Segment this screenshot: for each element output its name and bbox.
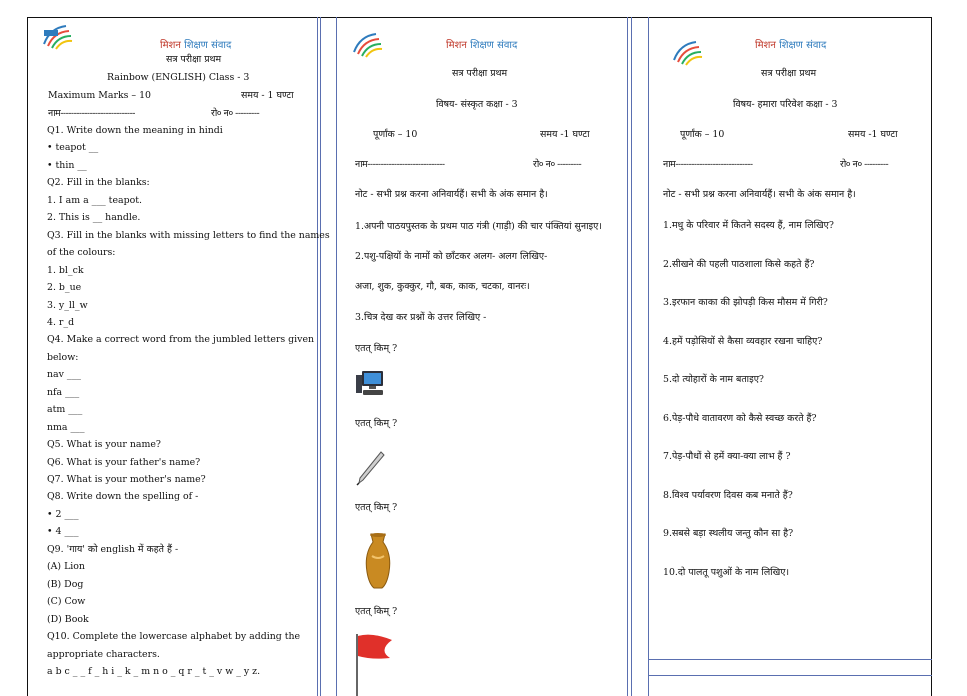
time-allowed: समय -1 घण्टा xyxy=(540,129,590,140)
evs-question-8: 8.विश्व पर्यावरण दिवस कब मनाते हैं? xyxy=(663,489,793,501)
evs-question-2: 2.सीखने की पहली पाठशाला किसे कहते हैं? xyxy=(663,258,815,270)
english-question-line: Q5. What is your name? xyxy=(47,439,161,451)
column-divider xyxy=(320,17,321,696)
english-question-line: 1. I am a ___ teapot. xyxy=(47,194,142,206)
bottom-rule xyxy=(648,659,932,660)
time-allowed: समय - 1 घण्टा xyxy=(241,90,294,101)
name-field: नाम----------------------------- xyxy=(355,159,445,170)
roll-field: रो० न० --------- xyxy=(211,108,260,119)
english-question-line: Q1. Write down the meaning in hindi xyxy=(47,125,223,136)
english-question-line: nav ___ xyxy=(47,369,81,381)
mission-logo-icon xyxy=(670,38,704,72)
question-2: 2.पशु-पक्षियों के नामों को छाँटकर अलग- अलग लिखिए- xyxy=(355,251,548,262)
computer-icon xyxy=(355,369,385,399)
mission-logo-icon xyxy=(40,22,74,56)
pen-icon xyxy=(355,450,385,486)
instruction-note: नोट - सभी प्रश्न करना अनिवार्यहैं। सभी के अंक समान है। xyxy=(663,189,856,200)
english-question-line: (D) Book xyxy=(47,613,89,625)
subject-line: विषय- हमारा परिवेश कक्षा - 3 xyxy=(733,99,838,110)
question-3: 3.चित्र देख कर प्रश्नों के उत्तर लिखिए - xyxy=(355,312,487,323)
english-question-line: Q4. Make a correct word from the jumbled letters given xyxy=(47,334,315,346)
english-question-line: Q7. What is your mother's name? xyxy=(47,474,206,485)
english-question-line: Q9. 'गाय' को english में कहते हैं - xyxy=(47,543,179,555)
english-question-line: a b c _ _ f _ h i _ k _ m n o _ q r _ t _ v w _ y z. xyxy=(47,665,261,677)
max-marks: पूर्णांक – 10 xyxy=(680,129,725,140)
picture-prompt: एतत् किम् ? xyxy=(355,606,398,617)
name-field: नाम----------------------------- xyxy=(663,159,753,170)
evs-question-6: 6.पेड़-पौधे वातावरण को कैसे स्वच्छ करते हैं? xyxy=(663,412,817,424)
evs-question-4: 4.हमें पड़ोसियों से कैसा व्यवहार रखना चाहिए? xyxy=(663,335,823,347)
max-marks: पूर्णांक – 10 xyxy=(373,129,418,140)
english-question-line: (A) Lion xyxy=(47,561,85,573)
column-divider xyxy=(627,17,628,696)
column-divider xyxy=(631,17,632,696)
question-1: 1.अपनी पाठयपुस्तक के प्रथम पाठ गंत्री (गाड़ी) की चार पंक्तियां सुनाइए। xyxy=(355,221,602,232)
time-allowed: समय -1 घण्टा xyxy=(848,129,898,140)
roll-field: रो० न० --------- xyxy=(840,159,889,170)
brand-title: मिशन शिक्षण संवाद xyxy=(755,40,827,51)
english-question-line: (C) Cow xyxy=(47,596,86,608)
english-question-line: (B) Dog xyxy=(47,578,84,590)
mission-logo-icon xyxy=(350,30,384,64)
english-question-line: • thin __ xyxy=(47,159,87,171)
bottom-rule xyxy=(648,675,932,676)
brand-title: मिशन शिक्षण संवाद xyxy=(160,40,232,51)
english-question-line: Q6. What is your father's name? xyxy=(47,456,201,468)
evs-question-5: 5.दो त्योहारों के नाम बताइए? xyxy=(663,374,764,385)
english-question-line: of the colours: xyxy=(47,247,116,259)
picture-prompt: एतत् किम् ? xyxy=(355,418,398,429)
exam-title: सत्र परीक्षा प्रथम xyxy=(761,68,817,79)
instruction-note: नोट - सभी प्रश्न करना अनिवार्यहैं। सभी के अंक समान है। xyxy=(355,189,548,200)
english-question-line: atm ___ xyxy=(47,404,83,416)
evs-question-1: 1.मधु के परिवार में कितने सदस्य हैं, नाम लिखिए? xyxy=(663,220,834,231)
english-question-line: • 4 ___ xyxy=(47,526,79,538)
column-border xyxy=(336,17,337,696)
picture-prompt: एतत् किम् ? xyxy=(355,343,398,354)
english-question-line: below: xyxy=(47,351,79,363)
english-question-line: nma ___ xyxy=(47,421,85,433)
english-question-line: Q10. Complete the lowercase alphabet by adding the xyxy=(47,631,301,643)
english-question-line: Q3. Fill in the blanks with missing letters to find the names xyxy=(47,229,330,241)
evs-question-9: 9.सबसे बड़ा स्थलीय जन्तु कौन सा है? xyxy=(663,528,794,539)
name-field: नाम---------------------------- xyxy=(48,108,135,119)
evs-question-7: 7.पेड़-पौधों से हमें क्या-क्या लाभ हैं ? xyxy=(663,451,791,462)
english-question-line: • 2 ___ xyxy=(47,508,79,520)
evs-question-10: 10.दो पालतू पशुओं के नाम लिखिए। xyxy=(663,566,790,578)
english-question-line: 2. b_ue xyxy=(47,282,82,294)
exam-title: सत्र परीक्षा प्रथम xyxy=(452,68,508,79)
picture-prompt: एतत् किम् ? xyxy=(355,502,398,513)
english-question-line: nfa ___ xyxy=(47,386,80,398)
column-divider xyxy=(317,17,318,696)
flag-icon xyxy=(354,632,394,696)
brand-title: मिशन शिक्षण संवाद xyxy=(446,40,518,51)
subject-line: Rainbow (ENGLISH) Class - 3 xyxy=(107,72,250,83)
exam-title: सत्र परीक्षा प्रथम xyxy=(166,54,222,65)
english-question-line: 4. r_d xyxy=(47,316,75,328)
english-question-line: 3. y_ll_w xyxy=(47,299,88,311)
column-border xyxy=(648,17,649,696)
question-2-words: अजा, शुक, कुक्कुर, गौ, बक, काक, चटका, वानरः। xyxy=(355,281,530,292)
subject-line: विषय- संस्कृत कक्षा - 3 xyxy=(436,99,518,110)
english-question-line: 1. bl_ck xyxy=(47,264,84,276)
roll-field: रो० न० --------- xyxy=(533,159,582,170)
english-question-line: Q8. Write down the spelling of - xyxy=(47,491,199,503)
evs-question-3: 3.इरफान काका की झोपड़ी किस मौसम में गिरी? xyxy=(663,297,828,308)
english-question-line: appropriate characters. xyxy=(47,648,160,660)
vase-icon xyxy=(362,532,394,590)
english-question-line: 2. This is __ handle. xyxy=(47,212,141,224)
page-frame xyxy=(27,17,932,696)
max-marks: Maximum Marks – 10 xyxy=(48,90,152,101)
english-question-line: • teapot __ xyxy=(47,142,99,154)
english-question-line: Q2. Fill in the blanks: xyxy=(47,177,150,189)
